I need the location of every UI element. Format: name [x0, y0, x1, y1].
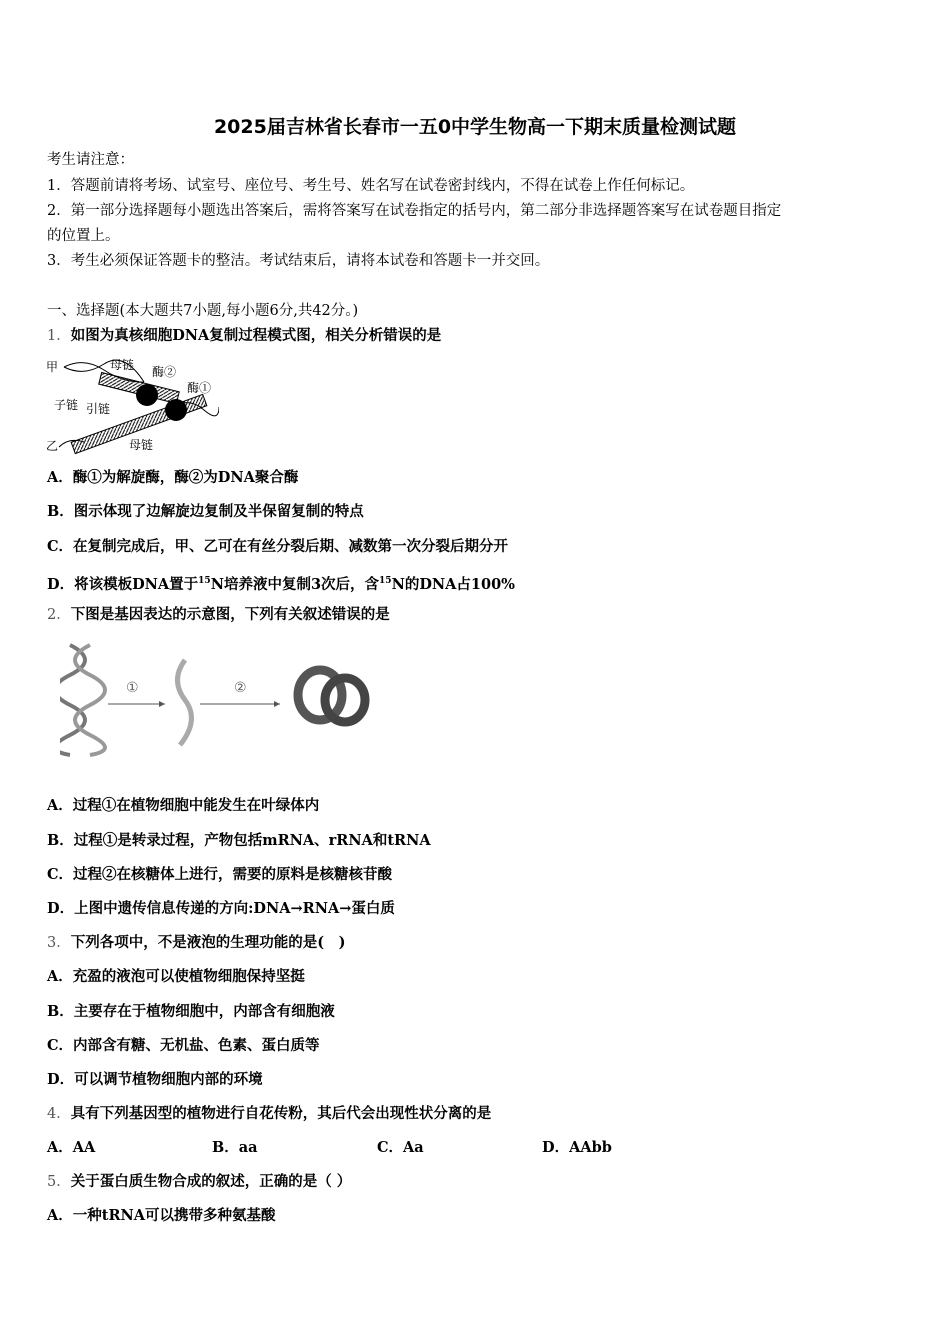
label-daughter-strand: 子链	[54, 398, 79, 412]
gene-expression-figure	[60, 640, 380, 758]
question-number: 1．	[47, 328, 71, 344]
option-b: B．图示体现了边解旋边复制及半保留复制的特点	[47, 503, 364, 520]
label-parent-strand: 母链	[110, 358, 135, 372]
label-jia: 甲	[46, 360, 59, 374]
option-a: A．充盈的液泡可以使植物细胞保持坚挺	[47, 968, 305, 985]
section-heading: 一、选择题(本大题共7小题,每小题6分,共42分。)	[47, 303, 359, 319]
notice-item: 2．第一部分选择题每小题选出答案后，需将答案写在试卷指定的括号内，第二部分非选择题答案写在试卷题目指定	[47, 203, 782, 219]
option-a: A．AA	[47, 1139, 96, 1156]
label-parent-strand: 母链	[129, 438, 154, 452]
question-5: 5．关于蛋白质生物合成的叙述，正确的是（ ）	[47, 1173, 352, 1190]
option-b: B．主要存在于植物细胞中，内部含有细胞液	[47, 1003, 335, 1020]
option-d: D．可以调节植物细胞内部的环境	[47, 1071, 263, 1088]
option-d: D．上图中遗传信息传递的方向:DNA→RNA→蛋白质	[47, 900, 395, 917]
option-b: B．aa	[212, 1139, 258, 1156]
option-c: C．在复制完成后，甲、乙可在有丝分裂后期、减数第一次分裂后期分开	[47, 538, 509, 555]
option-c: C．过程②在核糖体上进行，需要的原料是核糖核苷酸	[47, 866, 393, 883]
option-c: C．内部含有糖、无机盐、色素、蛋白质等	[47, 1037, 320, 1054]
label-lagging-strand: 引链	[86, 402, 111, 416]
label-enzyme-1: 酶①	[187, 381, 212, 395]
option-c: C．Aa	[377, 1139, 424, 1156]
question-1	[47, 326, 441, 346]
notice-item: 3．考生必须保证答题卡的整洁。考试结束后，请将本试卷和答题卡一并交回。	[47, 253, 550, 269]
question-2: 2．下图是基因表达的示意图，下列有关叙述错误的是	[47, 606, 390, 623]
option-d: D．AAbb	[542, 1139, 612, 1156]
notice-item: 1．答题前请将考场、试室号、座位号、考生号、姓名写在试卷密封线内，不得在试卷上作任何标记。	[47, 178, 695, 194]
dna-replication-figure	[44, 352, 219, 457]
question-3: 3．下列各项中，不是液泡的生理功能的是( )	[47, 934, 346, 951]
enzyme-2-shape	[136, 384, 158, 406]
option-d: D．将该模板DNA置于$^{15}$N培养液中复制3次后，含$^{15}$N的DNA占100%	[47, 575, 515, 593]
option-b: B．过程①是转录过程，产物包括mRNA、rRNA和tRNA	[47, 832, 431, 849]
step-1-label: ①	[126, 680, 139, 696]
step-2-label: ②	[234, 680, 247, 696]
page-title: 2025届吉林省长春市一五0中学生物高一下期末质量检测试题	[213, 116, 737, 138]
question-text: 如图为真核细胞DNA复制过程模式图，相关分析错误的是	[70, 327, 442, 344]
option-a: A．一种tRNA可以携带多种氨基酸	[47, 1207, 276, 1224]
option-a: A．酶①为解旋酶，酶②为DNA聚合酶	[47, 469, 299, 486]
notice-item: 的位置上。	[47, 228, 120, 244]
option-a: A．过程①在植物细胞中能发生在叶绿体内	[47, 797, 320, 814]
label-yi: 乙	[46, 439, 59, 453]
label-enzyme-2: 酶②	[152, 365, 177, 379]
enzyme-1-shape	[165, 399, 187, 421]
notice-head: 考生请注意：	[47, 152, 134, 168]
options-row	[47, 1138, 707, 1158]
question-4: 4．具有下列基因型的植物进行自花传粉，其后代会出现性状分离的是	[47, 1105, 492, 1122]
